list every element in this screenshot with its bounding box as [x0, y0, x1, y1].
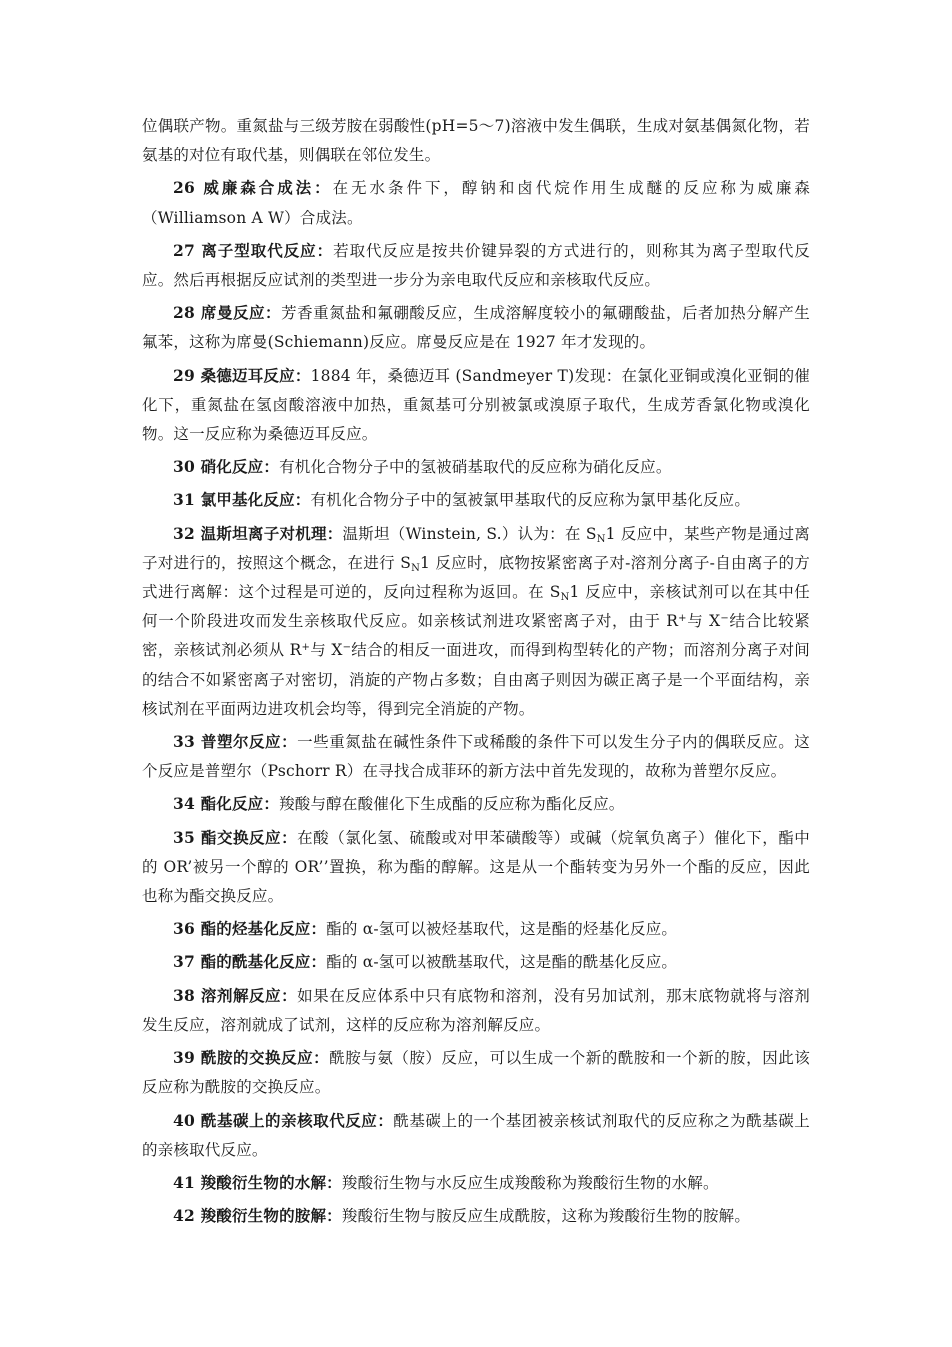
paragraph-text: 酯的 α-氢可以被烃基取代，这是酯的烃基化反应。 — [326, 920, 678, 939]
paragraph-37 — [142, 947, 810, 977]
paragraph-text: 酰胺与氨（胺）反应，可以生成一个新的酰胺和一个新的胺，因此该反应称为酰胺的交换反应。 — [142, 1049, 810, 1097]
paragraph-text: 有机化合物分子中的氢被氯甲基取代的反应称为氯甲基化反应。 — [310, 491, 751, 510]
superscript-minus: − — [720, 613, 729, 625]
paragraph-text: 羧酸衍生物与胺反应生成酰胺，这称为羧酸衍生物的胺解。 — [341, 1207, 751, 1226]
paragraph-42 — [142, 1201, 810, 1231]
paragraph-26 — [142, 173, 810, 232]
paragraph-text: 酰基碳上的一个基团被亲核试剂取代的反应称之为酰基碳上的亲核取代反应。 — [142, 1111, 811, 1159]
paragraph-text: 一些重氮盐在碱性条件下或稀酸的条件下可以发生分子内的偶联反应。这个反应是普塑尔（Pschorr R）在寻找合成菲环的新方法中首先发现的，故称为普塑尔反应。 — [142, 733, 810, 781]
paragraph-40 — [142, 1106, 810, 1165]
paragraph-text: 结合的相反一面进攻，而得到构型转化的产物；而溶剂分离子对间的结合不如紧密离子对密切，消旋的产物占多数；自由离子则因为碳正离子是一个平面结构，亲核试剂在平面两边进攻机会均等，得到完全消旋的产物。 — [142, 641, 810, 718]
term-heading: 26 威廉森合成法： — [173, 178, 333, 198]
term-heading: 39 酰胺的交换反应： — [173, 1048, 330, 1068]
paragraph-text: 1 反应中，亲核试剂可以在其中任何一个阶段进攻而发生亲核取代反应。如亲核试剂进攻紧密离子对，由于 R — [142, 583, 810, 631]
term-heading: 35 酯交换反应： — [173, 827, 298, 847]
paragraph-39 — [142, 1043, 810, 1102]
term-heading: 37 酯的酰基化反应： — [173, 952, 327, 972]
term-heading: 34 酯化反应： — [173, 794, 280, 814]
paragraph-continuation — [142, 112, 810, 170]
paragraph-35 — [142, 823, 810, 912]
document-page — [142, 112, 810, 1234]
term-heading: 41 羧酸衍生物的水解： — [173, 1172, 342, 1192]
paragraph-text: 在无水条件下，醇钠和卤代烷作用生成醚的反应称为威廉森（Williamson A W）合成法。 — [142, 179, 810, 227]
paragraph-text: 如果在反应体系中只有底物和溶剂，没有另加试剂，那末底物就将与溶剂发生反应，溶剂就成了试剂，这样的反应称为溶剂解反应。 — [142, 986, 810, 1034]
paragraph-text: 有机化合物分子中的氢被硝基取代的反应称为硝化反应。 — [279, 458, 672, 477]
paragraph-text: 位偶联产物。重氮盐与三级芳胺在弱酸性(pH=5～7)溶液中发生偶联，生成对氨基偶氮化物，若氨基的对位有取代基，则偶联在邻位发生。 — [142, 117, 810, 165]
paragraph-text: 温斯坦（Winstein, S.）认为：在 S — [342, 524, 597, 543]
subscript-n: N — [560, 592, 570, 604]
paragraph-text: 与 X — [310, 641, 343, 660]
paragraph-31 — [142, 485, 810, 515]
term-heading: 27 离子型取代反应： — [173, 240, 334, 260]
term-heading: 36 酯的烃基化反应： — [173, 919, 327, 939]
subscript-n: N — [411, 562, 421, 574]
superscript-minus: − — [342, 642, 352, 654]
term-heading: 42 羧酸衍生物的胺解： — [173, 1206, 342, 1226]
paragraph-text: 羧酸衍生物与水反应生成羧酸称为羧酸衍生物的水解。 — [341, 1173, 719, 1192]
paragraph-text: 1 反应时，底物按紧密离子对-溶剂分离子-自由离子的方式进行离解：这个过程是可逆的，反向过程称为返回。在 S — [142, 553, 810, 602]
superscript-plus: + — [301, 642, 311, 654]
term-heading: 38 溶剂解反应： — [173, 985, 298, 1005]
paragraph-30 — [142, 452, 810, 482]
paragraph-36 — [142, 914, 810, 944]
paragraph-text: 1 反应中，某些产物是通过离子对进行的，按照这个概念，在进行 S — [142, 524, 811, 572]
term-heading: 28 席曼反应： — [173, 303, 282, 323]
paragraph-text: 羧酸与醇在酸催化下生成酯的反应称为酯化反应。 — [279, 795, 625, 814]
superscript-plus: + — [678, 613, 687, 625]
paragraph-29 — [142, 361, 810, 450]
paragraph-text: 在酸（氯化氢、硫酸或对甲苯磺酸等）或碱（烷氧负离子）催化下，酯中的 OR’被另一个醇的 OR’’置换，称为酯的醇解。这是从一个酯转变为另外一个酯的反应，因此也称为酯交换反应。 — [142, 828, 810, 906]
term-heading: 32 温斯坦离子对机理： — [173, 523, 343, 543]
term-heading: 33 普塑尔反应： — [173, 732, 298, 752]
paragraph-text: 1884 年，桑德迈耳 (Sandmeyer T)发现：在氯化亚铜或溴化亚铜的催化下，重氮盐在氢卤酸溶液中加热，重氮基可分别被氯或溴原子取代，生成芳香氯化物或溴化物。这一反应称为桑德迈耳反应。 — [142, 366, 811, 444]
subscript-n: N — [596, 533, 606, 545]
paragraph-text: 与 X — [686, 612, 721, 631]
term-heading: 29 桑德迈耳反应： — [173, 365, 311, 385]
paragraph-33 — [142, 727, 810, 786]
paragraph-text: 结合比较紧密，亲核试剂必须从 R — [142, 612, 810, 660]
paragraph-text: 若取代反应是按共价键异裂的方式进行的，则称其为离子型取代反应。然后再根据反应试剂的类型进一步分为亲电取代反应和亲核取代反应。 — [142, 241, 810, 290]
paragraph-38 — [142, 981, 810, 1040]
term-heading: 31 氯甲基化反应： — [173, 490, 311, 510]
paragraph-32 — [142, 519, 810, 724]
paragraph-28 — [142, 298, 810, 357]
term-heading: 30 硝化反应： — [173, 457, 280, 477]
paragraph-41 — [142, 1168, 810, 1198]
term-heading: 40 酰基碳上的亲核取代反应： — [173, 1110, 394, 1130]
paragraph-text: 芳香重氮盐和氟硼酸反应，生成溶解度较小的氟硼酸盐，后者加热分解产生氟苯，这称为席曼(Schiemann)反应。席曼反应是在 1927 年才发现的。 — [142, 304, 810, 352]
paragraph-34 — [142, 789, 810, 819]
paragraph-27 — [142, 236, 810, 295]
paragraph-text: 酯的 α-氢可以被酰基取代，这是酯的酰基化反应。 — [326, 953, 678, 972]
